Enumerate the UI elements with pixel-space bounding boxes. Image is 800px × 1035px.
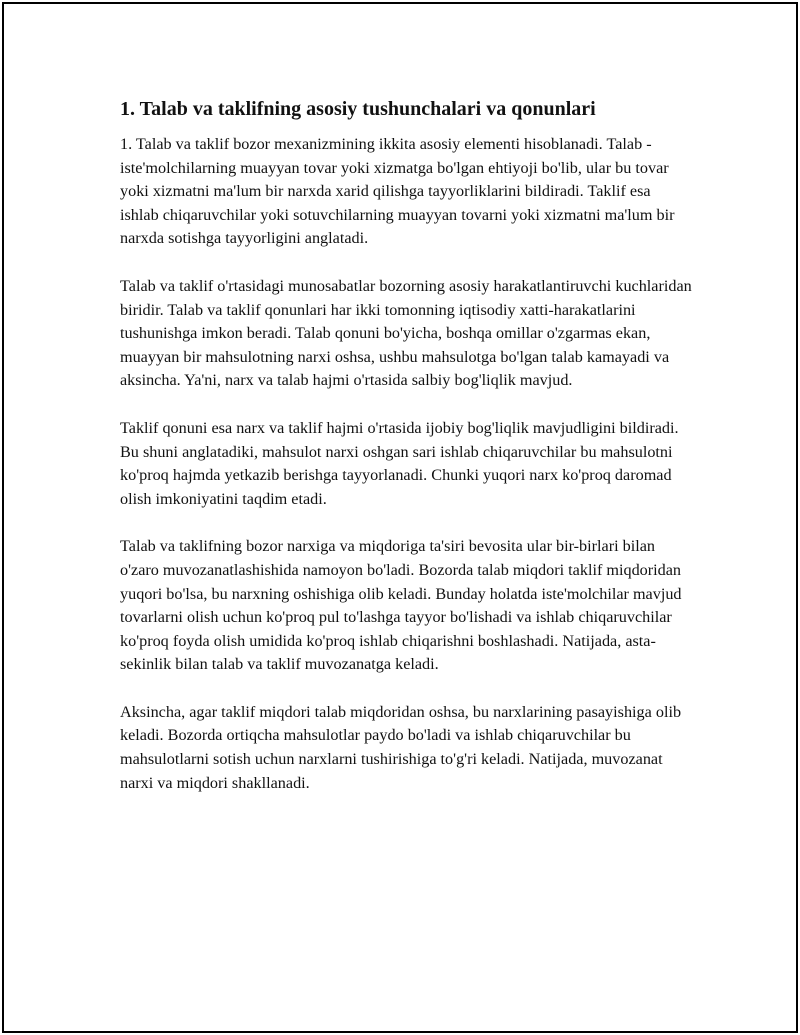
paragraph-1: 1. Talab va taklif bozor mexanizmining ikkita asosiy elementi hisoblanadi. Talab - iste'molchilarning muayyan tovar yoki xizmatga bo'lgan ehtiyoji bo'lib, ular bu tovar yoki xizmatni ma'lum bir narxda xarid qilishga tayyorliklarini bildiradi. Taklif esa ishlab chiqaruvchilar yoki sotuvchilarning muayyan tovarni yoki xizmatni ma'lum bir narxda sotishga tayyorligini anglatadi. xyxy=(120,135,675,248)
page-title: 1. Talab va taklifning asosiy tushunchalari va qonunlari xyxy=(120,98,596,120)
paragraph-3: Taklif qonuni esa narx va taklif hajmi o'rtasida ijobiy bog'liqlik mavjudligini bildiradi. Bu shuni anglatadiki, mahsulot narxi oshgan sari ishlab chiqaruvchilar bu mahsulotni ko'proq hajmda yetkazib berishga tayyorlanadi. Chunki yuqori narx ko'proq daromad olish imkoniyatini taqdim etadi. xyxy=(120,418,679,508)
document-page xyxy=(2,2,798,1033)
paragraph-2: Talab va taklif o'rtasidagi munosabatlar bozorning asosiy harakatlantiruvchi kuchlaridan biridir. Talab va taklif qonunlari har ikki tomonning iqtisodiy xatti-harakatlarini tushunishga imkon beradi. Talab qonuni bo'yicha, boshqa omillar o'zgarmas ekan, muayyan bir mahsulotning narxi oshsa, ushbu mahsulotga bo'lgan talab kamayadi va aksincha. Ya'ni, narx va talab hajmi o'rtasida salbiy bog'liqlik mavjud. xyxy=(120,276,692,390)
document-body xyxy=(120,96,692,819)
paragraph-4: Talab va taklifning bozor narxiga va miqdoriga ta'siri bevosita ular bir-birlari bilan o'zaro muvozanatlashishida namoyon bo'ladi. Bozorda talab miqdori taklif miqdoridan yuqori bo'lsa, bu narxning oshishiga olib keladi. Bunday holatda iste'molchilar mavjud tovarlarni olish uchun ko'proq pul to'lashga tayyor bo'lishadi va ishlab chiqaruvchilar ko'proq foyda olish umidida ko'proq ishlab chiqarishni boshlashadi. Natijada, asta-sekinlik bilan talab va taklif muvozanatga keladi. xyxy=(120,537,682,674)
paragraph-5: Aksincha, agar taklif miqdori talab miqdoridan oshsa, bu narxlarining pasayishiga olib keladi. Bozorda ortiqcha mahsulotlar paydo bo'ladi va ishlab chiqaruvchilar bu mahsulotlarni sotish uchun narxlarni tushirishiga to'g'ri keladi. Natijada, muvozanat narxi va miqdori shakllanadi. xyxy=(120,702,682,792)
